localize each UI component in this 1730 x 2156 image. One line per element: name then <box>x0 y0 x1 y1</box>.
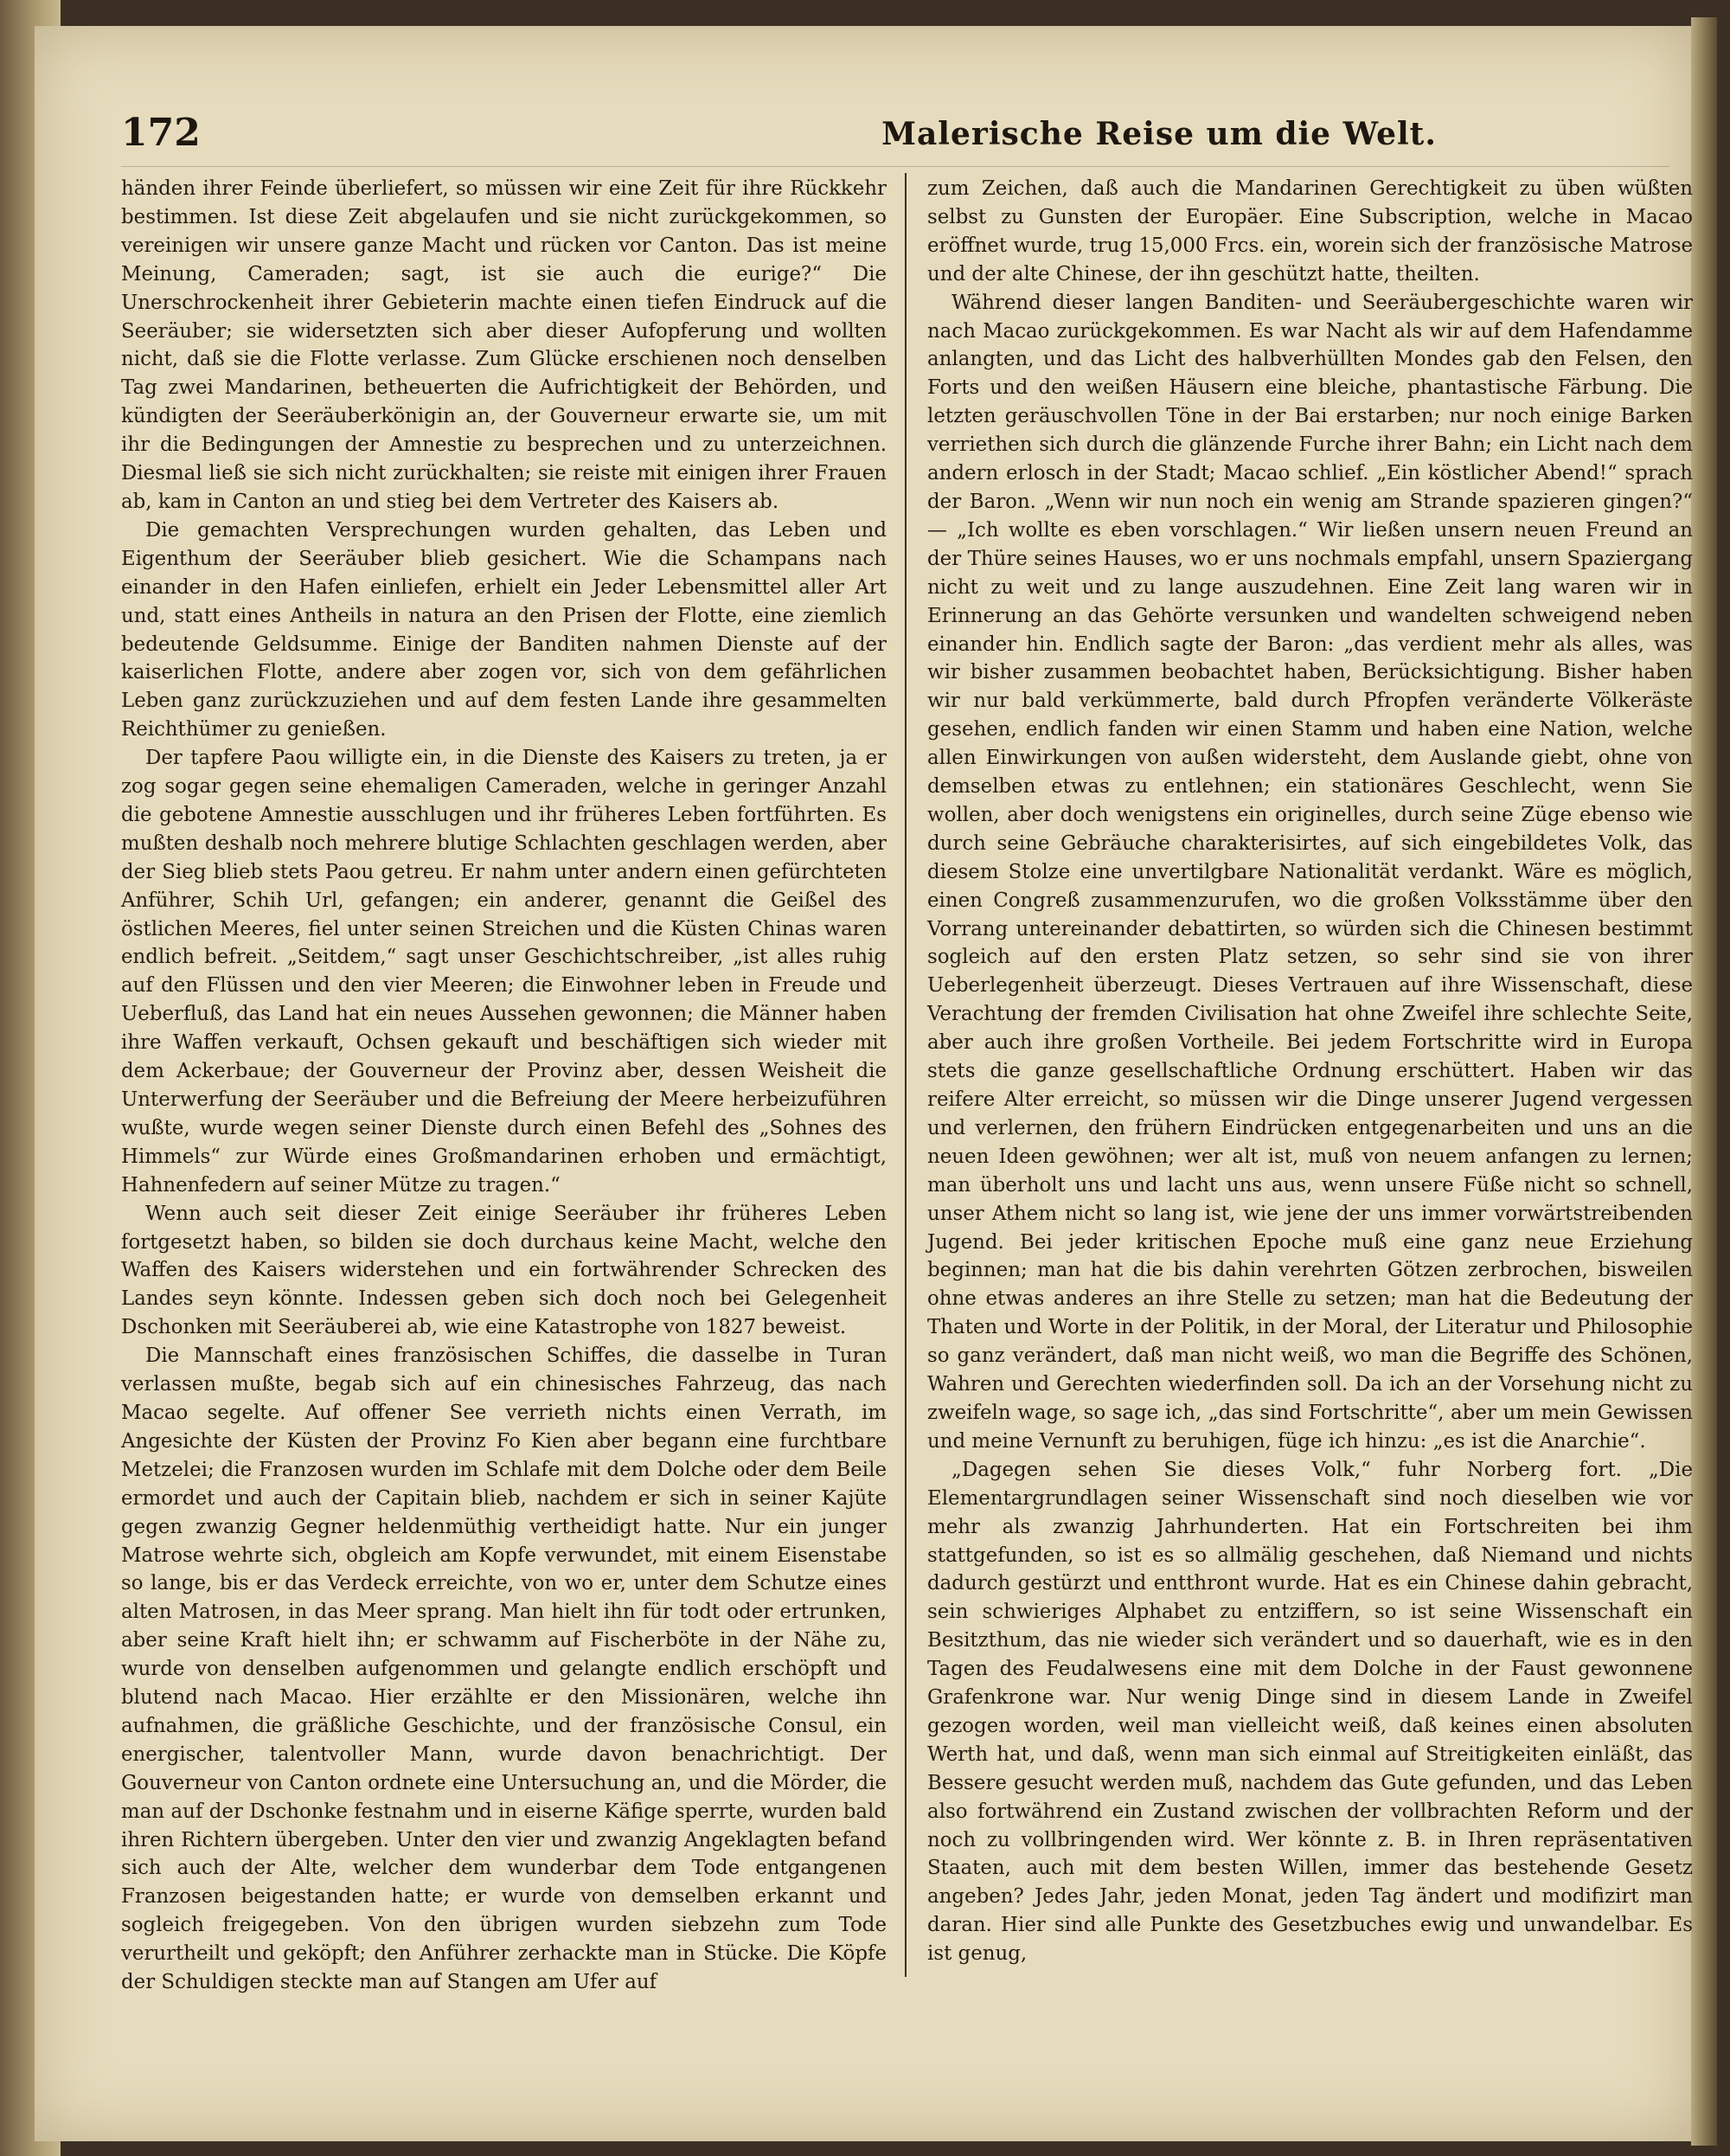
paragraph: Wenn auch seit dieser Zeit einige Seeräuber ihr früheres Leben fortgesetzt haben, so bilden sie doch durchaus keine Macht, welche den Waffen des Kaisers widerstehen und ein fortwährender Schrecken des Landes seyn könnte. Indessen geben sich doch noch bei Gelegenheit Dschonken mit Seeräuberei ab, wie eine Katastrophe von 1827 beweist. <box>121 1202 887 1339</box>
paragraph: händen ihrer Feinde überliefert, so müssen wir eine Zeit für ihre Rückkehr bestimmen. Ist diese Zeit abgelaufen und sie nicht zurückgekommen, so vereinigen wir unsere ganze Macht und rücken vor Canton. Das ist meine Meinung, Cameraden; sagt, ist sie auch die eurige?“ Die Unerschrockenheit ihrer Gebieterin machte einen tiefen Eindruck auf die Seeräuber; sie widersetzten sich aber dieser Aufopferung und wollten nicht, daß sie die Flotte verlasse. Zum Glücke erschienen noch denselben Tag zwei Mandarinen, betheuerten die Aufrichtigkeit der Behörden, und kündigten der Seeräuberkönigin an, der Gouverneur erwarte sie, um mit ihr die Bedingungen der Amnestie zu besprechen und zu unterzeichnen. Diesmal ließ sie sich nicht zurückhalten; sie reiste mit einigen ihrer Frauen ab, kam in Canton an und stieg bei dem Vertreter des Kaisers ab. <box>121 177 887 513</box>
paragraph: zum Zeichen, daß auch die Mandarinen Gerechtigkeit zu üben wüßten selbst zu Gunsten der Europäer. Eine Subscription, welche in Macao eröffnet wurde, trug 15,000 Frcs. ein, worein sich der französische Matrose und der alte Chinese, der ihn geschützt hatte, theilten. <box>927 177 1693 286</box>
column-divider <box>905 173 907 1977</box>
paragraph: Die Mannschaft eines französischen Schiffes, die dasselbe in Turan verlassen mußte, begab sich auf ein chinesisches Fahrzeug, das nach Macao segelte. Auf offener See verrieth nichts einen Verrath, im Angesichte der Küsten der Provinz Fo Kien aber begann eine furchtbare Metzelei; die Franzosen wurden im Schlafe mit dem Dolche oder dem Beile ermordet und auch der Capitain blieb, nachdem er sich in seiner Kajüte gegen zwanzig Gegner heldenmüthig vertheidigt hatte. Nur ein junger Matrose wehrte sich, obgleich am Kopfe verwundet, mit einem Eisenstabe so lange, bis er das Verdeck erreichte, von wo er, unter dem Schutze eines alten Matrosen, in das Meer sprang. Man hielt ihn für todt oder ertrunken, aber seine Kraft hielt ihn; er schwamm auf Fischerböte in der Nähe zu, wurde von denselben aufgenommen und gelangte endlich erschöpft und blutend nach Macao. Hier erzählte er den Missionären, welche ihn aufnahmen, die gräßliche Geschichte, und der französische Consul, ein energischer, talentvoller Mann, wurde davon benachrichtigt. Der Gouverneur von Canton ordnete eine Untersuchung an, und die Mörder, die man auf der Dschonke festnahm und in eiserne Käfige sperrte, wurden bald ihren Richtern übergeben. Unter den vier und zwanzig Angeklagten befand sich auch der Alte, welcher dem wunderbar dem Tode entgangenen Franzosen beigestanden hatte; er wurde von demselben erkannt und sogleich freigegeben. Von den übrigen wurden siebzehn zum Tode verurtheilt und geköpft; den Anführer zerhackte man in Stücke. Die Köpfe der Schuldigen steckte man auf Stangen am Ufer auf <box>121 1344 887 1994</box>
page-edge <box>1691 17 1717 2146</box>
header-rule <box>121 166 1669 167</box>
paragraph: Die gemachten Versprechungen wurden gehalten, das Leben und Eigenthum der Seeräuber blieb gesichert. Wie die Schampans nach einander in den Hafen einliefen, erhielt ein Jeder Lebensmittel aller Art und, statt eines Antheils in natura an den Prisen der Flotte, eine ziemlich bedeutende Geldsumme. Einige der Banditen nahmen Dienste auf der kaiserlichen Flotte, andere aber zogen vor, sich von dem gefährlichen Leben ganz zurückzuziehen und auf dem festen Lande ihre gesammelten Reichthümer zu genießen. <box>121 518 887 741</box>
page-header <box>121 111 1669 163</box>
paragraph: Während dieser langen Banditen- und Seeräubergeschichte waren wir nach Macao zurückgekommen. Es war Nacht als wir auf dem Hafendamme anlangten, und das Licht des halbverhüllten Mondes gab den Felsen, den Forts und den weißen Häusern eine bleiche, phantastische Färbung. Die letzten geräuschvollen Töne in der Bai erstarben; nur noch einige Barken verriethen sich durch die glänzende Furche ihrer Bahn; ein Licht nach dem andern erlosch in der Stadt; Macao schlief. „Ein köstlicher Abend!“ sprach der Baron. „Wenn wir nun noch ein wenig am Strande spazieren gingen?“ — „Ich wollte es eben vorschlagen.“ Wir ließen unsern neuen Freund an der Thüre seines Hauses, wo er uns nochmals empfahl, unsern Spaziergang nicht zu weit und zu lange auszudehnen. Eine Zeit lang waren wir in Erinnerung an das Gehörte versunken und wandelten schweigend neben einander hin. Endlich sagte der Baron: „das verdient mehr als alles, was wir bisher zusammen beobachtet haben, Berücksichtigung. Bisher haben wir nur bald verkümmerte, bald durch Pfropfen veränderte Völkeräste gesehen, endlich fanden wir einen Stamm und haben eine Nation, welche allen Einwirkungen von außen widersteht, dem Auslande giebt, ohne von demselben etwas zu entlehnen; ein stationäres Geschlecht, wenn Sie wollen, aber doch wenigstens ein originelles, durch seine Züge ebenso wie durch seine Gebräuche charakterisirtes, auf sich eingebildetes Volk, das diesem Stolze eine unvertilgbare Nationalität verdankt. Wäre es möglich, einen Congreß zusammenzurufen, wo die großen Volksstämme über den Vorrang untereinander debattirten, so würden sich die Chinesen bestimmt sogleich auf den ersten Platz setzen, so sehr sind sie von ihrer Ueberlegenheit überzeugt. Dieses Vertrauen auf ihre Wissenschaft, diese Verachtung der fremden Civilisation hat ohne Zweifel ihre schlechte Seite, aber auch ihre großen Vortheile. Bei jedem Fortschritte wird in Europa stets die ganze gesellschaftliche Ordnung erschüttert. Haben wir das reifere Alter erreicht, so müssen wir die Dinge unserer Jugend vergessen und verlernen, den frühern Eindrücken entgegenarbeiten und uns an die neuen Ideen gewöhnen; wer alt ist, muß von neuem anfangen zu lernen; man überholt uns und lacht uns aus, wenn unsere Füße nicht so schnell, unser Athem nicht so lang ist, wie jene der uns immer vorwärtstreibenden Jugend. Bei jeder kritischen Epoche muß eine ganz neue Erziehung beginnen; man hat die bis dahin verehrten Götzen zerbrochen, bisweilen ohne etwas anderes an ihre Stelle zu setzen; man hat die Bedeutung der Thaten und Worte in der Politik, in der Moral, der Literatur und Philosophie so ganz verändert, daß man nicht weiß, wo man die Begriffe des Schönen, Wahren und Gerechten wiederfinden soll. Da ich an der Vorsehung nicht zu zweifeln wage, so sage ich, „das sind Fortschritte“, aber um mein Gewissen und meine Vernunft zu beruhigen, füge ich hinzu: „es ist die Anarchie“. <box>927 291 1693 1453</box>
page-number: 172 <box>121 111 201 155</box>
left-column <box>121 175 887 1997</box>
running-title: Malerische Reise um die Welt. <box>881 116 1437 152</box>
paragraph: Der tapfere Paou willigte ein, in die Dienste des Kaisers zu treten, ja er zog sogar gegen seine ehemaligen Cameraden, welche in geringer Anzahl die gebotene Amnestie ausschlugen und ihr früheres Leben fortführten. Es mußten deshalb noch mehrere blutige Schlachten geschlagen werden, aber der Sieg blieb stets Paou getreu. Er nahm unter andern einen gefürchteten Anführer, Schih Url, gefangen; ein anderer, genannt die Geißel des östlichen Meeres, fiel unter seinen Streichen und die Küsten Chinas waren endlich befreit. „Seitdem,“ sagt unser Geschichtschreiber, „ist alles ruhig auf den Flüssen und den vier Meeren; die Einwohner leben in Freude und Ueberfluß, das Land hat ein neues Aussehen gewonnen; die Männer haben ihre Waffen verkauft, Ochsen gekauft und beschäftigen sich wieder mit dem Ackerbaue; der Gouverneur der Provinz aber, dessen Weisheit die Unterwerfung der Seeräuber und die Befreiung der Meere herbeizuführen wußte, wurde wegen seiner Dienste durch einen Befehl des „Sohnes des Himmels“ zur Würde eines Großmandarinen erhoben und ermächtigt, Hahnenfedern auf seiner Mütze zu tragen.“ <box>121 747 887 1197</box>
right-column <box>927 175 1693 1968</box>
paragraph: „Dagegen sehen Sie dieses Volk,“ fuhr Norberg fort. „Die Elementargrundlagen seiner Wissenschaft sind noch dieselben wie vor mehr als zwanzig Jahrhunderten. Hat ein Fortschreiten bei ihm stattgefunden, so ist es so allmälig geschehen, daß Niemand und nichts dadurch gestürzt und entthront wurde. Hat es ein Chinese dahin gebracht, sein schwieriges Alphabet zu entziffern, so ist seine Wissenschaft ein Besitzthum, das nie wieder sich verändert und so dauerhaft, wie es in den Tagen des Feudalwesens eine mit dem Dolche in der Faust gewonnene Grafenkrone war. Nur wenig Dinge sind in diesem Lande in Zweifel gezogen worden, weil man vielleicht weiß, daß keines einen absoluten Werth hat, und daß, wenn man sich einmal auf Streitigkeiten einläßt, das Bessere gesucht werden muß, nachdem das Gute gefunden, und das Leben also fortwährend ein Zustand zwischen der vollbrachten Reform und der noch zu vollbringenden wird. Wer könnte z. B. in Ihren repräsentativen Staaten, auch mit dem besten Willen, immer das bestehende Gesetz angeben? Jedes Jahr, jeden Monat, jeden Tag ändert und modifizirt man daran. Hier sind alle Punkte des Gesetzbuches ewig und unwandelbar. Es ist genug, <box>927 1458 1693 1966</box>
